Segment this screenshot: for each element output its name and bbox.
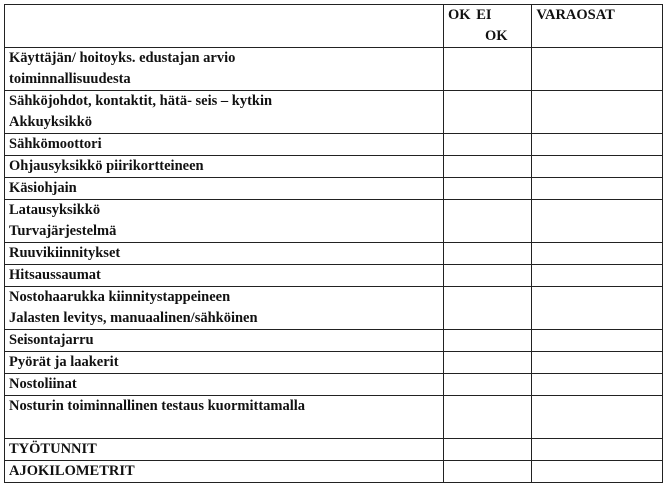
ok-ei-entry-cell[interactable] — [444, 396, 532, 439]
ok-ei-entry-cell[interactable] — [444, 134, 532, 156]
spare-parts-entry-cell[interactable] — [532, 265, 663, 287]
checklist-item-line: Käyttäjän/ hoitoyks. edustajan arvio — [9, 50, 236, 66]
spare-parts-entry-cell[interactable] — [532, 330, 663, 352]
ok-ei-entry-cell[interactable] — [444, 287, 532, 330]
checklist-item-cell — [5, 48, 444, 91]
header-ei-label: EI — [476, 7, 492, 23]
table-header-row — [5, 5, 663, 48]
ok-ei-entry-cell[interactable] — [444, 265, 532, 287]
checklist-item-cell — [5, 243, 444, 265]
checklist-item-cell — [5, 374, 444, 396]
table-row — [5, 461, 663, 483]
table-row — [5, 265, 663, 287]
checklist-item-line — [9, 417, 443, 438]
spare-parts-entry-cell[interactable] — [532, 374, 663, 396]
header-item-cell — [5, 5, 444, 48]
checklist-item-line: Latausyksikkö — [9, 202, 101, 218]
inspection-checklist-table — [4, 4, 663, 483]
ok-ei-entry-cell[interactable] — [444, 91, 532, 134]
table-row — [5, 352, 663, 374]
checklist-item-cell — [5, 178, 444, 200]
table-row — [5, 374, 663, 396]
table-row — [5, 178, 663, 200]
checklist-item-cell — [5, 156, 444, 178]
checklist-item-cell — [5, 439, 444, 461]
header-ok-label: OK — [448, 7, 471, 23]
spare-parts-entry-cell[interactable] — [532, 287, 663, 330]
header-ok2-label: OK — [485, 28, 508, 44]
header-spare-parts-cell: VARAOSAT — [532, 5, 663, 48]
ok-ei-entry-cell[interactable] — [444, 200, 532, 243]
table-row — [5, 200, 663, 243]
checklist-item-cell — [5, 265, 444, 287]
ok-ei-entry-cell[interactable] — [444, 461, 532, 483]
checklist-item-line: AJOKILOMETRIT — [9, 463, 135, 479]
table-row — [5, 156, 663, 178]
checklist-item-line: Seisontajarru — [9, 332, 94, 348]
spare-parts-entry-cell[interactable] — [532, 396, 663, 439]
checklist-item-line: Sähkömoottori — [9, 136, 102, 152]
spare-parts-entry-cell[interactable] — [532, 200, 663, 243]
table-row — [5, 287, 663, 330]
spare-parts-entry-cell[interactable] — [532, 243, 663, 265]
spare-parts-entry-cell[interactable] — [532, 156, 663, 178]
checklist-item-cell — [5, 287, 444, 330]
checklist-item-line: Akkuyksikkö — [9, 114, 93, 130]
table-row — [5, 243, 663, 265]
checklist-item-line: Nostoliinat — [9, 376, 77, 392]
ok-ei-entry-cell[interactable] — [444, 352, 532, 374]
checklist-item-line: Ruuvikiinnitykset — [9, 245, 121, 261]
checklist-item-cell — [5, 91, 444, 134]
checklist-item-line: Pyörät ja laakerit — [9, 354, 119, 370]
checklist-body — [5, 48, 663, 483]
checklist-item-line: toiminnallisuudesta — [9, 71, 131, 87]
spare-parts-entry-cell[interactable] — [532, 48, 663, 91]
checklist-item-line: Jalasten levitys, manuaalinen/sähköinen — [9, 310, 258, 326]
spare-parts-entry-cell[interactable] — [532, 134, 663, 156]
ok-ei-entry-cell[interactable] — [444, 48, 532, 91]
ok-ei-entry-cell[interactable] — [444, 330, 532, 352]
checklist-item-line: Turvajärjestelmä — [9, 223, 117, 239]
ok-ei-entry-cell[interactable] — [444, 374, 532, 396]
spare-parts-entry-cell[interactable] — [532, 91, 663, 134]
ok-ei-entry-cell[interactable] — [444, 156, 532, 178]
header-ok-ei-cell — [444, 5, 532, 48]
ok-ei-entry-cell[interactable] — [444, 243, 532, 265]
ok-ei-entry-cell[interactable] — [444, 178, 532, 200]
spare-parts-entry-cell[interactable] — [532, 461, 663, 483]
checklist-item-cell — [5, 461, 444, 483]
checklist-item-line: Nosturin toiminnallinen testaus kuormittamalla — [9, 398, 306, 414]
table-row — [5, 396, 663, 439]
checklist-item-line: Hitsaussaumat — [9, 267, 101, 283]
table-row — [5, 439, 663, 461]
checklist-item-cell — [5, 200, 444, 243]
spare-parts-entry-cell[interactable] — [532, 439, 663, 461]
checklist-item-line: Nostohaarukka kiinnitystappeineen — [9, 289, 231, 305]
checklist-item-cell — [5, 134, 444, 156]
table-row — [5, 330, 663, 352]
table-row — [5, 91, 663, 134]
checklist-item-line: Käsiohjain — [9, 180, 77, 196]
checklist-item-line: Ohjausyksikkö piirikortteineen — [9, 158, 204, 174]
ok-ei-entry-cell[interactable] — [444, 439, 532, 461]
spare-parts-entry-cell[interactable] — [532, 178, 663, 200]
checklist-item-cell — [5, 330, 444, 352]
checklist-item-line: TYÖTUNNIT — [9, 441, 97, 457]
checklist-item-line: Sähköjohdot, kontaktit, hätä- seis – kytkin — [9, 93, 273, 109]
checklist-item-cell — [5, 352, 444, 374]
table-row — [5, 48, 663, 91]
spare-parts-entry-cell[interactable] — [532, 352, 663, 374]
table-row — [5, 134, 663, 156]
checklist-item-cell — [5, 396, 444, 439]
